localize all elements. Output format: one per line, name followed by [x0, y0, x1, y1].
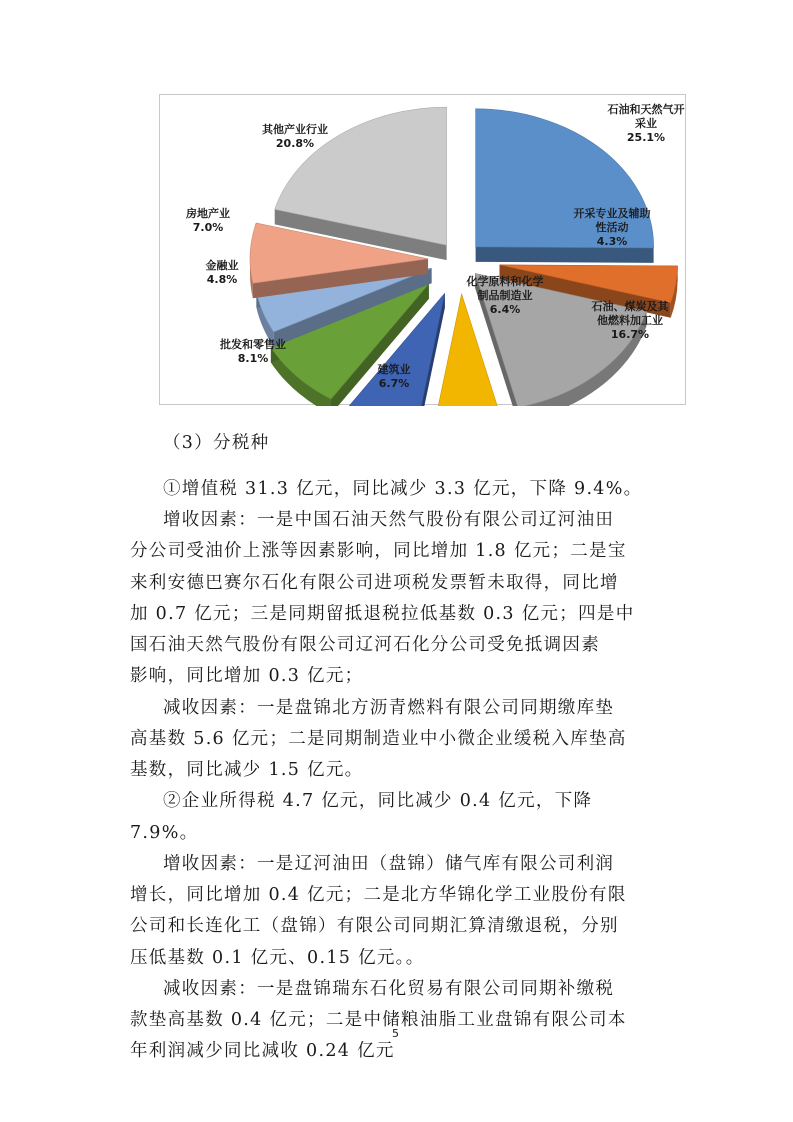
slice-percent-label: 20.8% — [275, 137, 315, 150]
text-line: 款垫高基数 0.4 亿元；二是中储粮油脂工业盘锦有限公司本 — [130, 1010, 627, 1030]
text-line: 减收因素：一是盘锦瑞东石化贸易有限公司同期补缴税 — [163, 979, 615, 999]
slice-percent-label: 4.3% — [596, 235, 628, 248]
slice-category-label: 开采专业及辅助 — [573, 207, 651, 220]
text-line: 减收因素：一是盘锦北方沥青燃料有限公司同期缴库垫 — [163, 698, 615, 718]
slice-category-label: 房地产业 — [186, 207, 230, 220]
text-line: 基数，同比减少 1.5 亿元。 — [130, 760, 364, 780]
page-number: 5 — [392, 1027, 399, 1040]
slice-percent-label: 7.0% — [192, 221, 224, 234]
slice-percent-label: 25.1% — [626, 131, 666, 144]
text-line: 分公司受油价上涨等因素影响，同比增加 1.8 亿元；二是宝 — [130, 541, 627, 561]
slice-category-label: 金融业 — [205, 259, 239, 272]
text-line: ②企业所得税 4.7 亿元，同比减少 0.4 亿元，下降 — [163, 791, 593, 811]
slice-percent-label: 6.7% — [378, 377, 410, 390]
text-line: 影响，同比增加 0.3 亿元； — [130, 666, 364, 686]
pie-chart-frame — [159, 94, 686, 405]
text-line: 增收因素：一是中国石油天然气股份有限公司辽河油田 — [163, 510, 615, 530]
text-line: 增收因素：一是辽河油田（盘锦）储气库有限公司利润 — [163, 854, 615, 874]
slice-category-label: 石油和天然气开 — [607, 103, 685, 116]
text-line: 高基数 5.6 亿元；二是同期制造业中小微企业缓税入库垫高 — [130, 729, 627, 749]
slice-category-label: 他燃料加工业 — [597, 314, 663, 327]
text-line: 来利安德巴赛尔石化有限公司进项税发票暂未取得，同比增 — [130, 573, 619, 593]
text-line: 公司和长连化工（盘锦）有限公司同期汇算清缴退税，分别 — [130, 916, 619, 936]
slice-percent-label: 6.4% — [489, 303, 521, 316]
slice-category-label: 性活动 — [595, 221, 629, 234]
slice-percent-label: 16.7% — [610, 328, 650, 341]
slice-category-label: 采业 — [635, 117, 657, 130]
slice-percent-label: 4.8% — [206, 273, 238, 286]
text-line: 增长，同比增加 0.4 亿元；二是北方华锦化学工业股份有限 — [130, 885, 627, 905]
text-line: 压低基数 0.1 亿元、0.15 亿元。。 — [130, 948, 425, 968]
slice-category-label: 化学原料和化学 — [466, 275, 544, 288]
text-line: 7.9%。 — [130, 823, 199, 843]
slice-category-label: 批发和零售业 — [220, 338, 286, 351]
text-line: 国石油天然气股份有限公司辽河石化分公司受免抵调因素 — [130, 635, 600, 655]
slice-category-label: 其他产业行业 — [262, 123, 328, 136]
slice-category-label: 建筑业 — [377, 363, 411, 376]
text-line: ①增值税 31.3 亿元，同比减少 3.3 亿元，下降 9.4%。 — [163, 479, 643, 499]
slice-category-label: 石油、煤炭及其 — [591, 300, 669, 313]
slice-category-label: 制品制造业 — [477, 289, 533, 302]
slice-percent-label: 8.1% — [237, 352, 269, 365]
pie-chart — [160, 95, 687, 406]
text-line: 年利润减少同比减收 0.24 亿元 — [130, 1041, 395, 1061]
section-heading: （3）分税种 — [163, 433, 270, 453]
text-line: 加 0.7 亿元；三是同期留抵退税拉低基数 0.3 亿元；四是中 — [130, 604, 635, 624]
